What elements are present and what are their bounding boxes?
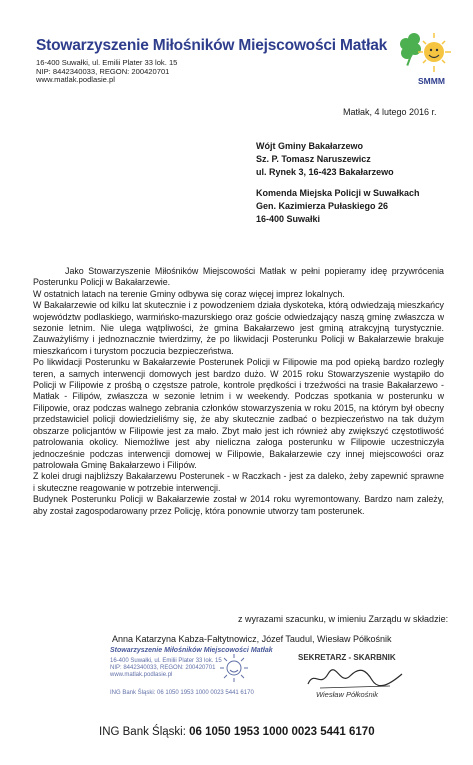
website-line: www.matlak.podlasie.pl xyxy=(36,75,115,85)
organization-address xyxy=(36,59,177,85)
recipient-line: ul. Rynek 3, 16-423 Bakałarzewo xyxy=(256,167,394,177)
stamp-tax-line: NIP: 8442340033, REGON: 200420701 xyxy=(110,665,216,671)
recipient-line: 16-400 Suwałki xyxy=(256,214,321,224)
stamp-organization-name: Stowarzyszenie Miłośników Miejscowości Matłak xyxy=(110,647,273,654)
closing-line: z wyrazami szacunku, w imieniu Zarządu w składzie: xyxy=(238,614,449,624)
recipient-line: Sz. P. Tomasz Naruszewicz xyxy=(256,154,371,164)
paragraph: Z kolei drugi najbliższy Bakałarzewu Posterunek - w Raczkach - jest za daleko, żeby zapewnić sprawne i skuteczne reagowanie w potrzebie interwencji. xyxy=(33,471,444,493)
letter-date: Matłak, 4 lutego 2016 r. xyxy=(343,107,437,117)
handwritten-signature-icon xyxy=(300,664,410,692)
stamp-bank-line: ING Bank Śląski: 06 1050 1953 1000 0023 5441 6170 xyxy=(110,690,254,696)
stamp-website-line: www.matlak.podlasie.pl xyxy=(110,672,173,678)
stamp-sun-icon xyxy=(218,653,250,683)
logo-acronym: SMMM xyxy=(418,76,445,86)
paragraph: W ostatnich latach na terenie Gminy odbywa się coraz więcej imprez lokalnych. xyxy=(33,288,345,299)
paragraph: W Bakałarzewie od kilku lat skutecznie i z powodzeniem działa dyskoteka, którą odwiedzają mieszkańcy województw podlaskiego, warmińsko-mazurskiego oraz goście odwiedzający naszą gminę zwłaszcza w sezonie letnim. Nie ulega wątpliwości, że gmina Bakałarzewo jest gminą atrakcyjną turystycznie. Zauważyliśmy i jednoznacznie twierdzimy, że po likwidacji Posterunku Policji w Bakałarzewie brakuje mieszkańcom i turystom poczucia bezpieczeństwa. xyxy=(33,300,444,356)
address-line: 16-400 Suwałki, ul. Emilii Plater 33 lok. 15 xyxy=(36,58,178,67)
tax-id-line: NIP: 8442340033, REGON: 200420701 xyxy=(36,66,170,76)
bank-account-number: 06 1050 1953 1000 0023 5441 6170 xyxy=(189,726,375,738)
signatory-name: Wiesław Półkośnik xyxy=(316,690,379,699)
letter-body xyxy=(33,266,444,517)
paragraph: Po likwidacji Posterunku w Bakałarzewie Posterunek Policji w Filipowie ma pod opieką bardzo rozległy teren, a samych interwencji domowych jest bardzo dużo. W 2015 roku Stowarzyszenie wystąpiło do Policji w Filipowie z prośbą o częstsze patrole, kontrole prędkości i trzeźwości na trasie Bakałarzewo - Matłak - Filipów, zwłaszcza w sezonie letnim i w weekendy. Podczas spotkania w posterunku w Filipowie, oraz podczas walnego zebrania członków stowarzyszenia w roku 2015, na którym był obecny przedstawiciel policji dowiedzieliśmy się, że aby skutecznie zadbać o bezpieczeństwo na tak dużym obszarze policjantów w Filipowie jest za mało. Zbyt mało jest ich również aby zwiększyć częstotliwość patrolowania okolicy. Niemożliwe jest aby nieliczna załoga posterunku w Filipowie uczestniczyła jednocześnie podczas interwencji domowej w Filipowie, Bakałarzewie czy innej miejscowości oraz patrolowała Gminę Bakałarzewo i Filipów. xyxy=(33,357,444,470)
sun-clover-logo-icon xyxy=(396,30,454,78)
recipient-line: Gen. Kazimierza Pułaskiego 26 xyxy=(256,201,389,211)
stamp-address-line: 16-400 Suwałki, ul. Emilii Plater 33 lok. 15 xyxy=(110,658,222,664)
recipient-line: Komenda Miejska Policji w Suwałkach xyxy=(256,188,420,198)
bank-label: ING Bank Śląski: xyxy=(99,726,186,738)
recipients-block xyxy=(256,140,420,226)
recipient-line: Wójt Gminy Bakałarzewo xyxy=(256,141,364,151)
bank-account-line xyxy=(99,726,375,738)
paragraph: Jako Stowarzyszenie Miłośników Miejscowości Matłak w pełni popieramy ideę przywrócenia Posterunku Policji w Bakałarzewie. xyxy=(33,266,444,288)
signature-role: SEKRETARZ - SKARBNIK xyxy=(298,653,396,662)
board-members: Anna Katarzyna Kabza-Fałtytnowicz, Józef Taudul, Wiesław Półkośnik xyxy=(112,634,392,644)
stamp-address xyxy=(110,658,222,679)
organization-name: Stowarzyszenie Miłośników Miejscowości Matłak xyxy=(36,37,388,54)
paragraph: Budynek Posterunku Policji w Bakałarzewie został w 2014 roku wyremontowany. Bardzo nam zależy, aby został zagospodarowany przez Policję, która ponownie utworzy tam posterunek. xyxy=(33,494,444,516)
